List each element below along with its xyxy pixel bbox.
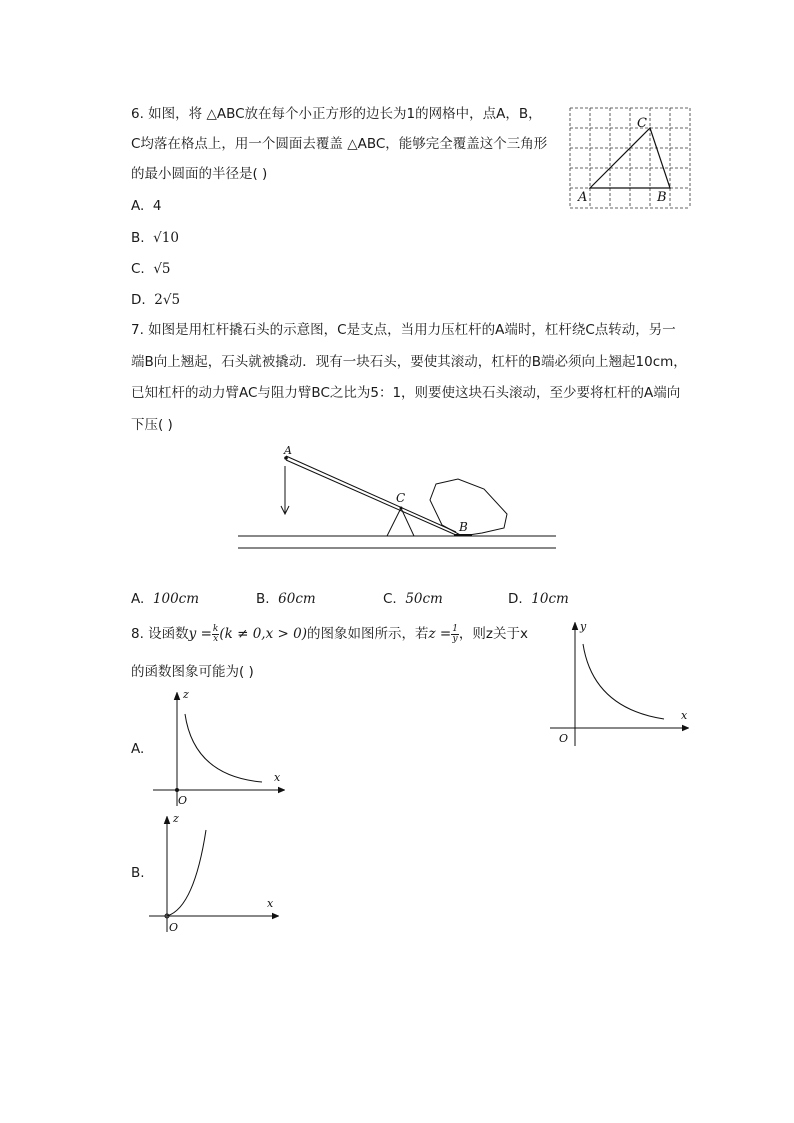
x-label: x bbox=[274, 771, 281, 784]
stone bbox=[430, 479, 507, 536]
q6-line-1: 6. 如图，将 △ABC放在每个小正方形的边长为1的网格中，点A，B， bbox=[131, 106, 542, 122]
label-a: A bbox=[578, 190, 588, 205]
label-b: B bbox=[657, 190, 667, 205]
option-letter: C. bbox=[131, 261, 145, 277]
label-c: C bbox=[637, 116, 647, 131]
option-value: 100cm bbox=[152, 591, 200, 607]
frac-denominator: y bbox=[452, 633, 458, 644]
q8-line-2: 的函数图象可能为( ) bbox=[131, 664, 254, 680]
frac-denominator: x bbox=[213, 633, 219, 644]
origin-label: O bbox=[559, 732, 569, 745]
q8-option-b-graph bbox=[146, 808, 284, 936]
curve bbox=[583, 644, 664, 719]
q8-option-a-graph bbox=[150, 686, 290, 810]
q8-fraction-1-over-y bbox=[451, 625, 459, 644]
q7-option-d bbox=[508, 589, 569, 609]
fulcrum bbox=[387, 508, 414, 536]
z-label: z bbox=[183, 688, 189, 701]
q8-formula-z: z = bbox=[428, 626, 452, 642]
q8-middle: 的图象如图所示，若 bbox=[306, 626, 429, 642]
option-letter: C. bbox=[383, 591, 397, 607]
frac-numerator: k bbox=[212, 623, 219, 634]
option-value: 4 bbox=[152, 198, 162, 214]
z-label: z bbox=[173, 812, 179, 825]
q7-line-3: 已知杠杆的动力臂AC与阻力臂BC之比为5：1，则要使这块石头滚动，至少要将杠杆的A端向 bbox=[131, 385, 681, 401]
option-letter: A. bbox=[131, 198, 145, 214]
grid-lines bbox=[570, 108, 690, 208]
option-letter: A. bbox=[131, 591, 145, 607]
q7-lever-figure bbox=[234, 442, 560, 552]
label-b: B bbox=[459, 520, 468, 534]
option-value: 60cm bbox=[278, 591, 316, 607]
option-letter: B. bbox=[256, 591, 270, 607]
frac-numerator: 1 bbox=[452, 623, 458, 634]
x-axis-arrow bbox=[278, 787, 285, 793]
q6-line-3: 的最小圆面的半径是( ) bbox=[131, 166, 268, 182]
option-value: 10cm bbox=[531, 591, 569, 607]
option-value: √10 bbox=[153, 230, 179, 246]
lever-bar-top bbox=[286, 456, 456, 532]
q6-option-b bbox=[131, 228, 179, 248]
q6-option-d bbox=[131, 290, 180, 310]
z-axis-arrow bbox=[174, 692, 180, 700]
label-c: C bbox=[396, 491, 406, 505]
q8-option-b-letter: B. bbox=[131, 865, 145, 881]
q6-grid-figure bbox=[566, 104, 696, 210]
z-axis-arrow bbox=[164, 816, 170, 824]
x-label: x bbox=[267, 897, 274, 910]
q8-line-1 bbox=[131, 624, 528, 648]
option-letter: D. bbox=[131, 292, 146, 308]
pivot-dot bbox=[400, 507, 403, 510]
curve bbox=[185, 714, 262, 782]
q7-option-b bbox=[256, 589, 316, 609]
origin-dot bbox=[175, 788, 179, 792]
x-axis-arrow bbox=[682, 725, 689, 731]
q8-suffix: ，则z关于x bbox=[458, 626, 528, 642]
curve bbox=[167, 830, 206, 916]
q7-line-2: 端B向上翘起，石头就被撬动．现有一块石头，要使其滚动，杠杆的B端必须向上翘起10cm， bbox=[131, 354, 687, 370]
option-value: 2√5 bbox=[154, 292, 181, 308]
option-value: √5 bbox=[153, 261, 171, 277]
origin-label: O bbox=[178, 794, 188, 807]
option-letter: D. bbox=[508, 591, 523, 607]
x-axis-arrow bbox=[272, 913, 279, 919]
q8-condition: (k ≠ 0,x > 0) bbox=[219, 626, 307, 642]
q7-line-4: 下压( ) bbox=[131, 417, 173, 433]
q7-option-c bbox=[383, 589, 443, 609]
x-label: x bbox=[681, 709, 688, 722]
q7-option-a bbox=[131, 589, 199, 609]
q7-line-1: 7. 如图是用杠杆撬石头的示意图，C是支点，当用力压杠杆的A端时，杠杆绕C点转动，另一 bbox=[131, 322, 676, 338]
option-value: 50cm bbox=[405, 591, 443, 607]
q6-line-2: C均落在格点上，用一个圆面去覆盖 △ABC，能够完全覆盖这个三角形 bbox=[131, 136, 548, 152]
q8-formula-y: y = bbox=[188, 626, 212, 642]
y-axis-arrow bbox=[572, 622, 578, 630]
q8-main-graph bbox=[546, 618, 696, 748]
label-a: A bbox=[284, 444, 292, 457]
q8-prefix: 8. 设函数 bbox=[131, 626, 189, 642]
q6-option-a bbox=[131, 196, 161, 216]
option-letter: B. bbox=[131, 230, 145, 246]
y-label: y bbox=[580, 620, 587, 633]
origin-label: O bbox=[169, 921, 179, 934]
q6-option-c bbox=[131, 259, 171, 279]
q8-option-a-letter: A. bbox=[131, 741, 145, 757]
